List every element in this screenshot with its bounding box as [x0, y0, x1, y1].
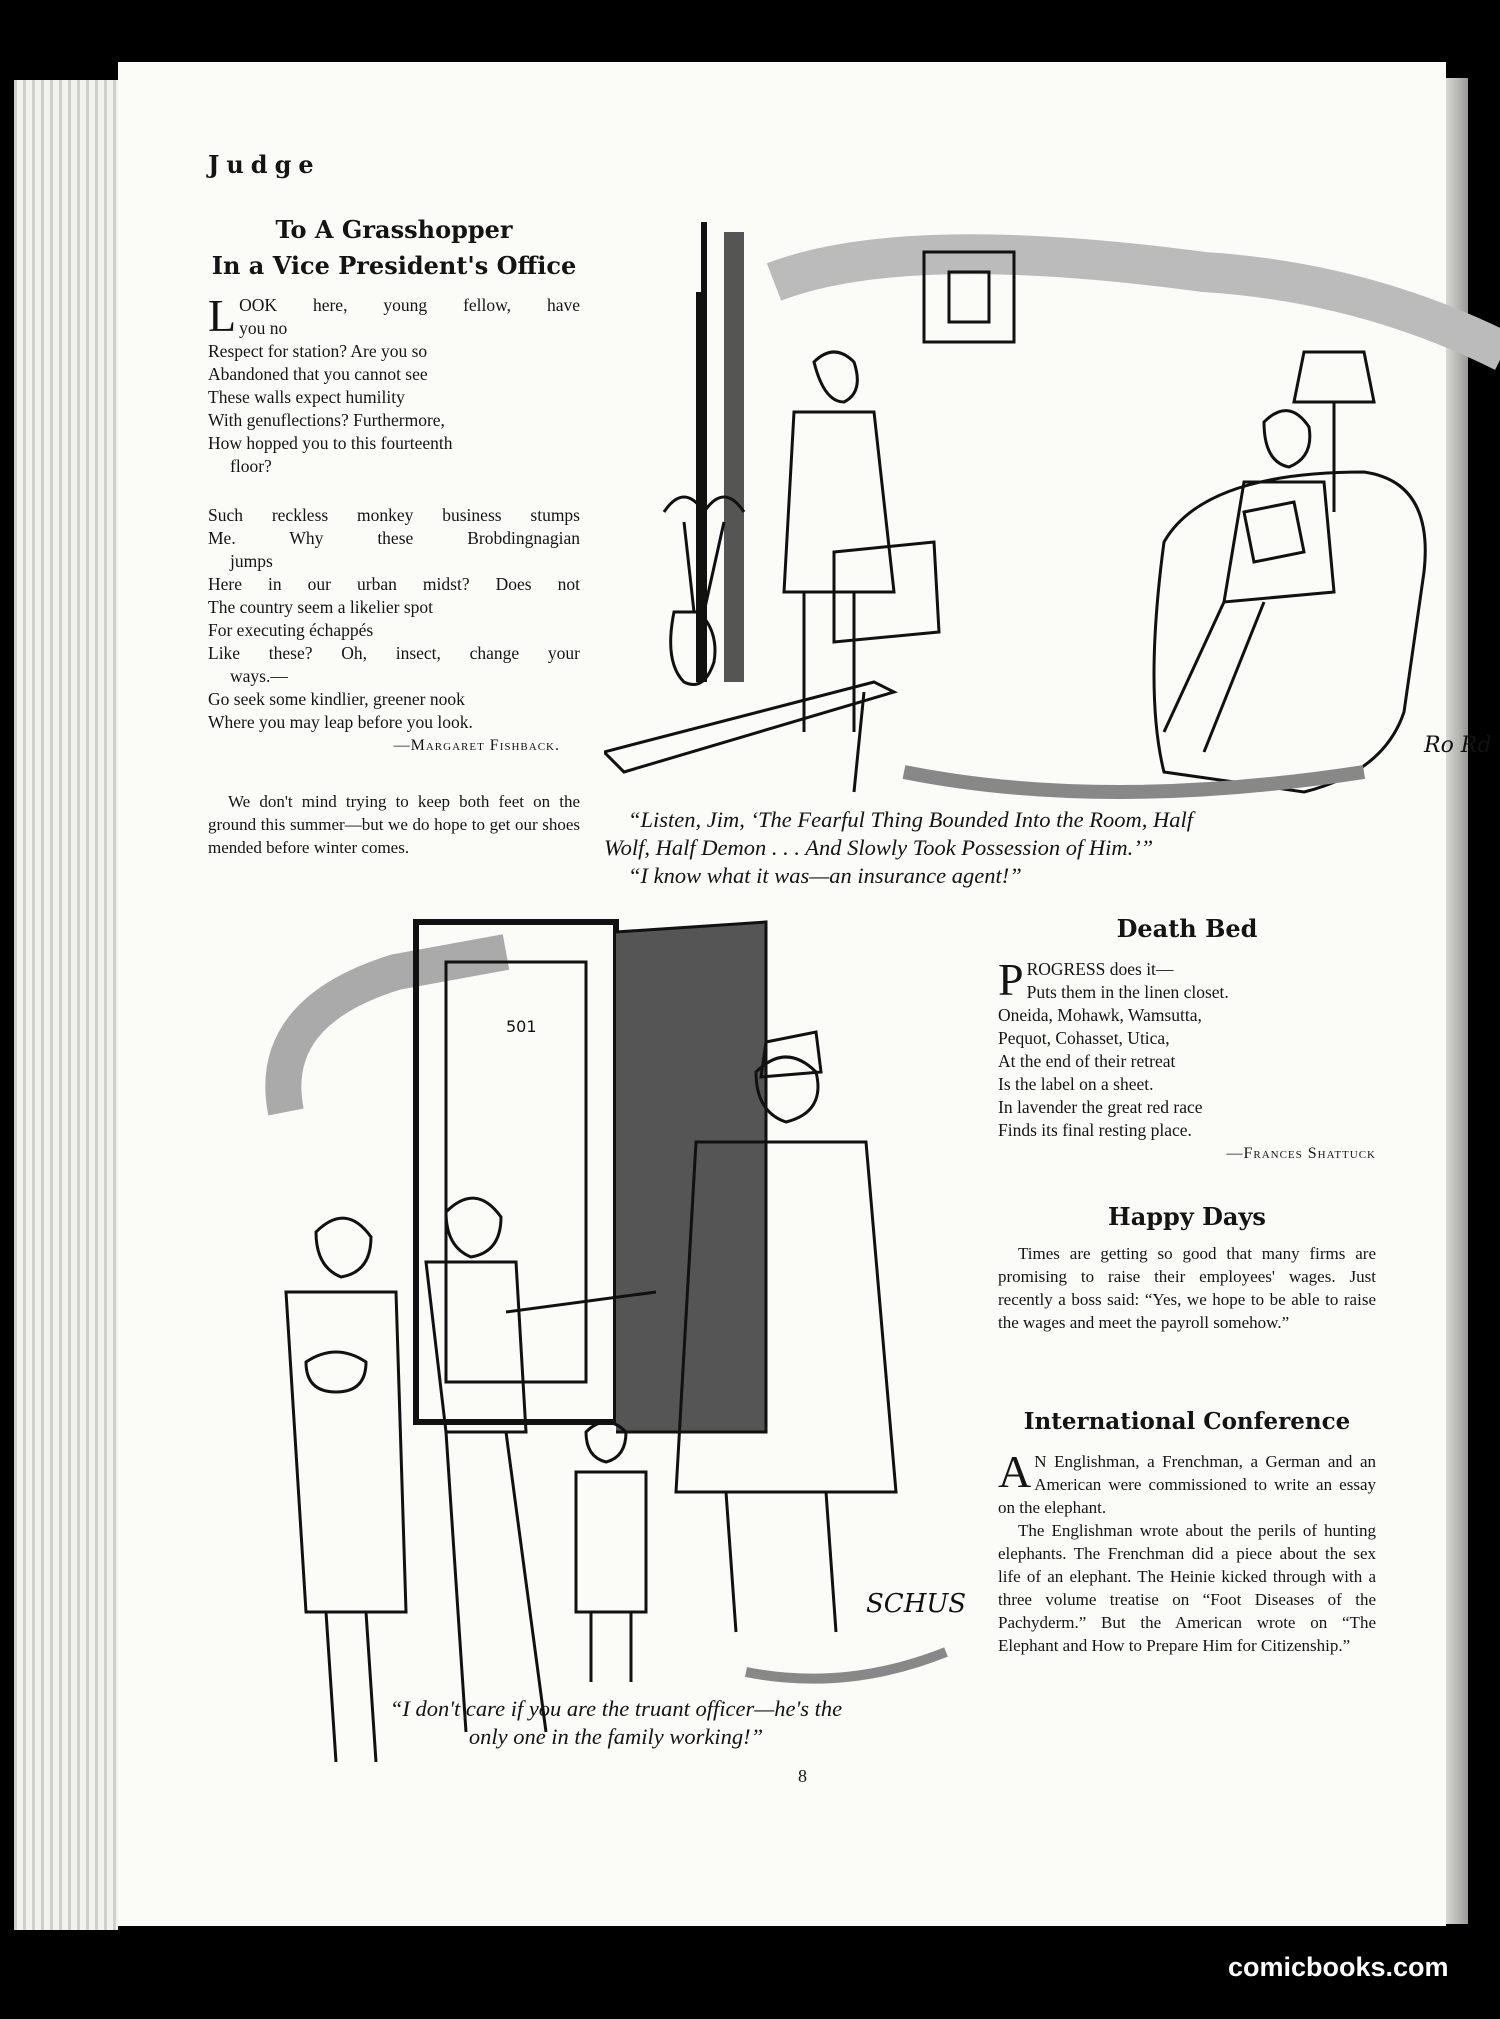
cartoon-truant-officer	[246, 912, 986, 1762]
poem-line: Puts them in the linen closet.	[1026, 982, 1229, 1002]
poem-line: Such reckless monkey business stumps	[208, 505, 580, 525]
lamp-icon	[1294, 352, 1374, 512]
poem-line: Abandoned that you cannot see	[208, 364, 428, 384]
wall-shadow	[283, 952, 506, 1112]
drop-cap: A	[998, 1446, 1032, 1497]
article-paragraph	[998, 1446, 1376, 1519]
wall-wash	[774, 254, 1500, 352]
poem-title	[208, 212, 580, 284]
poem-line: With genuflections? Furthermore,	[208, 410, 445, 430]
door-number: 501	[506, 1017, 537, 1036]
woman-reading	[1164, 411, 1334, 752]
armchair	[1154, 472, 1425, 792]
poem-line: For executing échappés	[208, 620, 374, 640]
poem-death-bed	[998, 954, 1376, 1165]
poem-line: Where you may leap before you look.	[208, 712, 473, 732]
poem-line: Is the label on a sheet.	[998, 1074, 1154, 1094]
open-door-panel	[616, 922, 766, 1432]
poem-line: The country seem a likelier spot	[208, 597, 433, 617]
poem-line: floor?	[230, 456, 272, 476]
boy-child	[576, 1422, 646, 1682]
mother-with-baby	[286, 1218, 406, 1762]
poem-line: Pequot, Cohasset, Utica,	[998, 1028, 1170, 1048]
poem-grasshopper	[208, 290, 580, 757]
rug	[904, 772, 1364, 792]
magazine-page	[118, 62, 1492, 1926]
poem-line: How hopped you to this fourteenth	[208, 433, 453, 453]
drop-cap: L	[208, 290, 237, 341]
cartoon-woman-reading	[604, 212, 1500, 852]
vase-icon	[671, 612, 715, 685]
cartoon-caption	[246, 1695, 986, 1751]
poem-title-line-2: In a Vice President's Office	[211, 251, 577, 280]
article-body	[998, 1446, 1376, 1657]
baby-icon	[306, 1352, 366, 1392]
poem-line: At the end of their retreat	[998, 1051, 1176, 1071]
masthead: Judge	[208, 150, 321, 179]
poem-line: Like these? Oh, insect, change your	[208, 643, 580, 663]
poem-title: Death Bed	[1116, 914, 1258, 943]
poem-author: —Margaret Fishback.	[393, 737, 560, 754]
paragraph-text: N Englishman, a Frenchman, a German and an American were commissioned to write an essay on the elephant.	[998, 1452, 1376, 1517]
poem-line: ways.—	[230, 666, 288, 686]
poem-line: Here in our urban midst? Does not	[208, 574, 580, 594]
article-body: Times are getting so good that many firms are promising to raise their employees' wages. Just recently a boss said: “Yes, we hope to be able to raise the wages and meet the payroll somehow.”	[998, 1244, 1376, 1332]
caption-line: “I don't care if you are the truant officer—he's the	[389, 1696, 843, 1721]
article-paragraph: The Englishman wrote about the perils of hunting elephants. The Frenchman did a piece about the sex life of an elephant. The Heinie kicked through with a three volume treatise on “Foot Diseases of the Pachyderm.” But the American wrote on “The Elephant and How to Prepare Him for Citizenship.”	[998, 1521, 1376, 1655]
poem-author: —Frances Shattuck	[1226, 1145, 1376, 1162]
caption-line: only one in the family working!”	[468, 1724, 764, 1749]
filler-paragraph: We don't mind trying to keep both feet on the ground this summer—but we do hope to get our shoes mended before winter comes.	[208, 792, 580, 857]
poem-line: Oneida, Mohawk, Wamsutta,	[998, 1005, 1202, 1025]
poem-line: ROGRESS does it—	[1026, 959, 1174, 979]
poem-line: Respect for station? Are you so	[208, 341, 428, 361]
floor-shadow	[746, 1652, 946, 1679]
poem-title-line-1: To A Grasshopper	[275, 215, 513, 244]
poem-line: These walls expect humility	[208, 387, 405, 407]
cartoon-caption	[604, 806, 1500, 890]
book-page-edges	[14, 80, 118, 1930]
poem-line: OOK here, young fellow, have	[239, 295, 580, 315]
side-table	[604, 682, 894, 792]
artist-signature: SCHUS	[866, 1589, 967, 1619]
poem-line: you no	[239, 318, 288, 338]
caption-line: “I know what it was—an insurance agent!”	[628, 863, 1022, 888]
poem-line: jumps	[230, 551, 273, 571]
article-title: International Conference	[1023, 1408, 1351, 1435]
caption-line: “Listen, Jim, ‘The Fearful Thing Bounded Into the Room, Half	[628, 807, 1193, 832]
book-icon	[1244, 502, 1304, 562]
poem-line: Finds its final resting place.	[998, 1120, 1192, 1140]
poem-line: Me. Why these Brobdingnagian	[208, 528, 580, 548]
page-number: 8	[798, 1766, 807, 1786]
poem-line: Go seek some kindlier, greener nook	[208, 689, 465, 709]
drop-cap: P	[998, 954, 1024, 1005]
caption-line: Wolf, Half Demon . . . And Slowly Took Possession of Him.’”	[604, 835, 1154, 860]
site-watermark: comicbooks.com	[1228, 1952, 1449, 1982]
man-standing	[784, 352, 894, 732]
artist-signature: Ro Rd	[1424, 733, 1492, 758]
article-title: Happy Days	[1108, 1202, 1266, 1231]
poem-line: In lavender the great red race	[998, 1097, 1203, 1117]
